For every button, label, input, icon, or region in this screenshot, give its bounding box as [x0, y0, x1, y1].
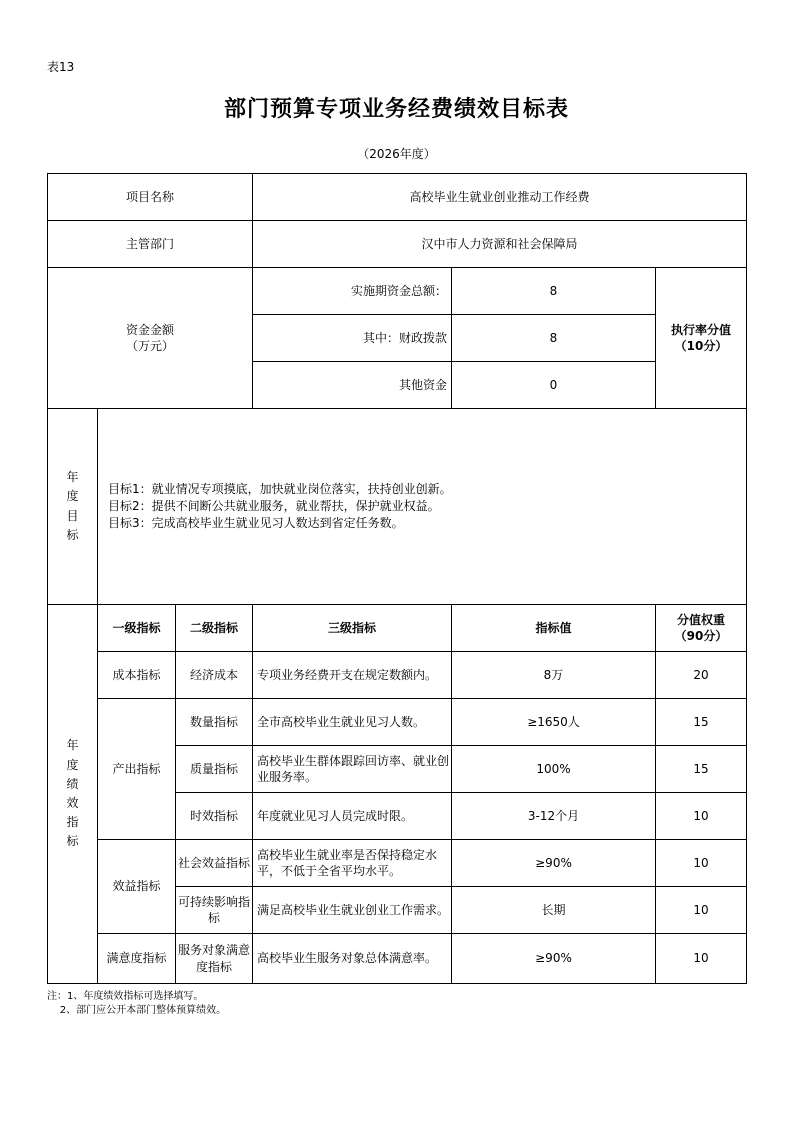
funds-fiscal-value: 8 [452, 315, 656, 362]
funds-total-label: 实施期资金总额： [253, 268, 452, 315]
indicator-value-cell: 100% [452, 746, 656, 793]
header-value: 指标值 [452, 605, 656, 652]
weight-cell: 10 [656, 793, 747, 840]
funds-label-line2: （万元） [125, 339, 174, 353]
header-weight [656, 605, 747, 652]
indicator-value-cell: ≥90% [452, 840, 656, 887]
goal-item: 目标3：完成高校毕业生就业见习人数达到省定任务数。 [108, 515, 404, 530]
performance-goal-table [47, 173, 747, 984]
level2-cell: 服务对象满意度指标 [176, 934, 253, 984]
footnote-2: 2、部门应公开本部门整体预算绩效。 [47, 1005, 227, 1016]
execution-score [656, 268, 747, 409]
goal-item: 目标2：提供不间断公共就业服务，就业帮扶，保护就业权益。 [108, 499, 440, 514]
weight-cell: 15 [656, 699, 747, 746]
execution-score-line2: （10分） [674, 339, 728, 353]
level1-cell: 成本指标 [98, 652, 176, 699]
level2-cell: 社会效益指标 [176, 840, 253, 887]
funds-total-value: 8 [452, 268, 656, 315]
annual-goal-label-text: 年度目标 [66, 470, 79, 542]
level1-cell: 满意度指标 [98, 934, 176, 984]
level2-cell: 质量指标 [176, 746, 253, 793]
level3-cell: 满足高校毕业生就业创业工作需求。 [253, 887, 452, 934]
header-level2: 二级指标 [176, 605, 253, 652]
level1-cell: 产出指标 [98, 699, 176, 840]
annual-goal-content [98, 409, 747, 605]
weight-cell: 10 [656, 840, 747, 887]
table-row [48, 840, 747, 887]
weight-cell: 20 [656, 652, 747, 699]
annual-goal-label [48, 409, 98, 605]
year-label: （2026年度） [357, 147, 436, 161]
project-name-value: 高校毕业生就业创业推动工作经费 [253, 174, 747, 221]
funds-label [48, 268, 253, 409]
level3-cell: 年度就业见习人员完成时限。 [253, 793, 452, 840]
indicator-value-cell: ≥90% [452, 934, 656, 984]
goal-item: 目标1：就业情况专项摸底，加快就业岗位落实，扶持创业创新。 [108, 482, 452, 497]
weight-cell: 10 [656, 934, 747, 984]
funds-other-value: 0 [452, 362, 656, 409]
level2-cell: 数量指标 [176, 699, 253, 746]
indicators-label-text: 年度绩效指标 [66, 738, 79, 849]
level3-cell: 全市高校毕业生就业见习人数。 [253, 699, 452, 746]
level1-cell: 效益指标 [98, 840, 176, 934]
weight-cell: 15 [656, 746, 747, 793]
table-row [48, 934, 747, 984]
level2-cell: 时效指标 [176, 793, 253, 840]
indicators-label [48, 605, 98, 984]
table-number-label: 表13 [47, 60, 75, 74]
level2-cell: 可持续影响指标 [176, 887, 253, 934]
level3-cell: 高校毕业生就业率是否保持稳定水平，不低于全省平均水平。 [253, 840, 452, 887]
footnote-1: 注：1、年度绩效指标可选择填写。 [47, 991, 204, 1002]
page-title: 部门预算专项业务经费绩效目标表 [223, 97, 569, 122]
level3-cell: 高校毕业生群体跟踪回访率、就业创业服务率。 [253, 746, 452, 793]
header-level1: 一级指标 [98, 605, 176, 652]
funds-fiscal-label: 其中：财政拨款 [253, 315, 452, 362]
department-label: 主管部门 [48, 221, 253, 268]
level3-cell: 专项业务经费开支在规定数额内。 [253, 652, 452, 699]
weight-cell: 10 [656, 887, 747, 934]
level2-cell: 经济成本 [176, 652, 253, 699]
indicator-value-cell: 8万 [452, 652, 656, 699]
department-value: 汉中市人力资源和社会保障局 [253, 221, 747, 268]
funds-label-line1: 资金金额 [125, 322, 174, 337]
indicator-value-cell: ≥1650人 [452, 699, 656, 746]
project-name-label: 项目名称 [48, 174, 253, 221]
indicator-value-cell: 3-12个月 [452, 793, 656, 840]
header-weight-line2: （90分） [674, 629, 728, 643]
indicator-value-cell: 长期 [452, 887, 656, 934]
footnotes [47, 990, 226, 1018]
table-row [48, 652, 747, 699]
level3-cell: 高校毕业生服务对象总体满意率。 [253, 934, 452, 984]
header-level3: 三级指标 [253, 605, 452, 652]
execution-score-line1: 执行率分值 [670, 322, 731, 337]
table-row [48, 699, 747, 746]
header-weight-line1: 分值权重 [676, 612, 725, 627]
funds-other-label: 其他资金 [253, 362, 452, 409]
